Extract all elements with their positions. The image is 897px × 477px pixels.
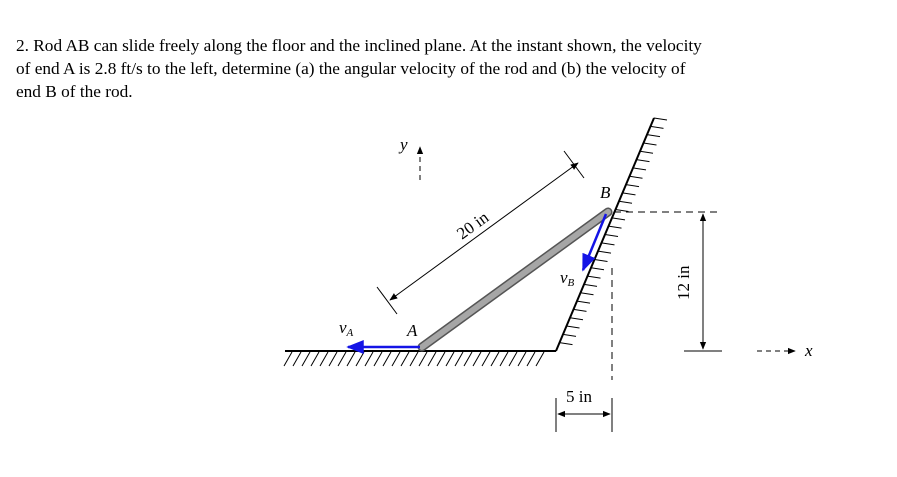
- incline-hatch-mark: [567, 326, 580, 328]
- incline-hatch-mark: [612, 218, 625, 220]
- svg-text:y: y: [400, 135, 408, 154]
- floor-hatch-mark: [428, 352, 436, 366]
- incline-hatch-mark: [644, 143, 657, 145]
- problem-line-1: 2. Rod AB can slide freely along the floor and the inclined plane. At the instant shown, the velocity: [16, 36, 702, 55]
- incline-hatch-mark: [598, 251, 611, 253]
- incline-hatch-mark: [626, 185, 639, 187]
- height-dimension: [614, 212, 722, 351]
- svg-text:x: x: [805, 341, 813, 360]
- incline-hatch-mark: [577, 301, 590, 303]
- floor-hatch-mark: [419, 352, 427, 366]
- incline-hatch-mark: [581, 293, 594, 295]
- floor-hatch-mark: [365, 352, 373, 366]
- incline-hatch-mark: [563, 334, 576, 336]
- floor-hatch-mark: [536, 352, 544, 366]
- floor-hatch-mark: [311, 352, 319, 366]
- incline-hatch-mark: [654, 118, 667, 120]
- rod-length-label: 20 in: [453, 207, 493, 244]
- incline-hatch-mark: [633, 168, 646, 170]
- rod-ab: [422, 212, 608, 347]
- velocity-a-label: vA: [339, 318, 354, 339]
- floor-hatch-mark: [329, 352, 337, 366]
- height-label: 12 in: [674, 265, 693, 300]
- floor: [284, 351, 556, 366]
- incline-hatch-mark: [637, 160, 650, 162]
- floor-hatch-mark: [347, 352, 355, 366]
- floor-hatch-mark: [320, 352, 328, 366]
- velocity-b-label: vB: [560, 268, 575, 289]
- floor-hatch-mark: [455, 352, 463, 366]
- horizontal-offset-dimension: [556, 268, 612, 432]
- incline-hatch-mark: [605, 235, 618, 237]
- floor-hatch-mark: [356, 352, 364, 366]
- incline-hatch-mark: [570, 318, 583, 320]
- floor-hatch-mark: [338, 352, 346, 366]
- incline-hatch-mark: [591, 268, 604, 270]
- incline-hatch-mark: [595, 259, 608, 261]
- incline-hatch-mark: [647, 135, 660, 137]
- incline-hatch-mark: [588, 276, 601, 278]
- incline-hatch-mark: [560, 343, 573, 345]
- incline-hatch-mark: [623, 193, 636, 195]
- floor-hatch-mark: [401, 352, 409, 366]
- incline-hatch-mark: [651, 126, 664, 128]
- incline-hatch-mark: [630, 176, 643, 178]
- problem-line-3: end B of the rod.: [16, 82, 133, 101]
- floor-hatch-mark: [437, 352, 445, 366]
- rod-length-dimension: [377, 151, 584, 314]
- floor-hatch-mark: [374, 352, 382, 366]
- floor-hatch-mark: [383, 352, 391, 366]
- floor-hatch-mark: [392, 352, 400, 366]
- horizontal-offset-label: 5 in: [566, 387, 592, 406]
- point-b-label: B: [600, 183, 611, 202]
- incline-hatch-mark: [640, 151, 653, 153]
- floor-hatch-mark: [293, 352, 301, 366]
- incline-hatch-mark: [616, 210, 629, 212]
- floor-hatch-mark: [527, 352, 535, 366]
- floor-hatch-mark: [473, 352, 481, 366]
- incline-hatch-mark: [602, 243, 615, 245]
- floor-hatch-mark: [518, 352, 526, 366]
- incline-hatch-mark: [574, 309, 587, 311]
- floor-hatch-mark: [302, 352, 310, 366]
- incline-hatch-mark: [609, 226, 622, 228]
- point-a-label: A: [407, 321, 418, 340]
- floor-hatch-mark: [410, 352, 418, 366]
- incline-hatch-mark: [619, 201, 632, 203]
- y-axis: [398, 135, 420, 180]
- floor-hatch-mark: [491, 352, 499, 366]
- problem-line-2: of end A is 2.8 ft/s to the left, determine (a) the angular velocity of the rod and (b) the velocity of: [16, 59, 686, 78]
- floor-hatch-mark: [464, 352, 472, 366]
- x-axis: [757, 341, 813, 360]
- incline-hatch-mark: [584, 284, 597, 286]
- floor-hatch-mark: [509, 352, 517, 366]
- floor-hatch-mark: [446, 352, 454, 366]
- floor-hatch-mark: [482, 352, 490, 366]
- floor-hatch-mark: [284, 352, 292, 366]
- floor-hatch-mark: [500, 352, 508, 366]
